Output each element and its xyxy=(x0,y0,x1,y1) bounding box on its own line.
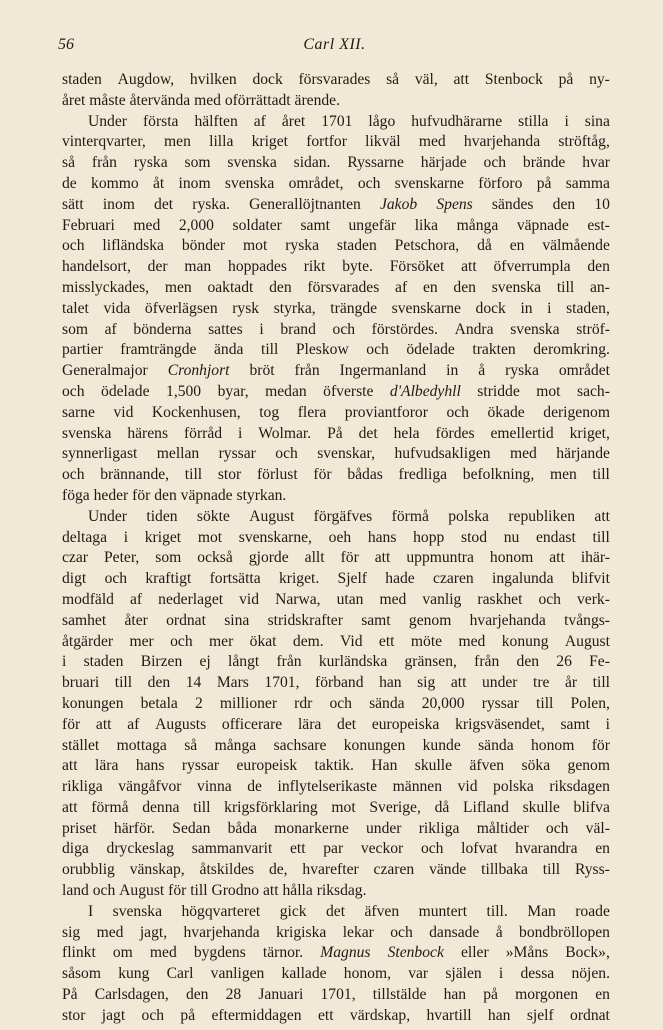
text-line: vinterqvarter, men lilla kriget fortfor likväl med hvarjehanda ströftåg, xyxy=(62,133,610,151)
text-line: priset härför. Sedan båda monarkerne under rikliga måltider och väl- xyxy=(62,819,610,837)
text-line: i staden Birzen ej långt från kurländska gränsen, från den 26 Fe- xyxy=(62,653,610,671)
text-line: staden Augdow, hvilken dock försvarades så väl, att Stenbock på ny- xyxy=(62,71,610,88)
text-line: digt och kraftigt fortsätta kriget. Sjelf hade czaren ingalunda blifvit xyxy=(62,570,610,588)
text-line: året måste återvända med oförrättadt ärende. xyxy=(62,91,340,109)
text-line: På Carlsdagen, den 28 Januari 1701, tillstälde han på morgonen en xyxy=(62,986,610,1004)
text-line: konungen betala 2 millioner rdr och sända 20,000 ryssar till Polen, xyxy=(62,694,610,712)
text-line: Under tiden sökte August förgäfves förmå polska republiken att xyxy=(88,507,610,525)
text-line: såsom kung Carl vanligen kallade honom, var själen i dessa nöjen. xyxy=(62,965,610,983)
text-line: Generalmajor Cronhjort bröt från Ingermanland in å ryska området xyxy=(62,362,610,380)
text-line: I svenska högqvarteret gick det äfven muntert till. Man roade xyxy=(88,902,610,920)
text-line: handelsort, der man hoppades rikt byte. Försöket att öfverrumpla den xyxy=(62,258,610,276)
text-line: som af bönderna sattes i brand och förstördes. Andra svenska ströf- xyxy=(62,320,610,338)
text-line: svenska härens förråd i Wolmar. På det hela fördes emellertid kriget, xyxy=(62,424,610,442)
text-line: och ödelade 1,500 byar, medan öfverste d'Albedyhll stridde mot sach- xyxy=(62,382,610,400)
text-line: modfäld af nederlaget vid Narwa, utan med vanlig raskhet och verk- xyxy=(62,590,610,608)
text-line: och brännande, till stor förlust för bådas fredliga befolkning, men till xyxy=(62,466,610,484)
text-line: synnerligast mellan ryssar och svenskar, hufvudsakligen med härjande xyxy=(62,445,610,463)
text-line: orubblig vänskap, åtskildes de, hvarefter czaren vände tillbaka till Ryss- xyxy=(62,861,610,879)
text-line: samhet åter ordnat sina stridskrafter samt genom hvarjehanda tvångs- xyxy=(62,611,610,629)
text-line: misslyckades, men oaktadt den försvarades af en den svenska till an- xyxy=(62,278,610,296)
text-line: sätt inom det ryska. Generallöjtnanten Jakob Spens sändes den 10 xyxy=(62,195,610,213)
text-line: bruari till den 14 Mars 1701, förband han sig att under tre år till xyxy=(62,674,610,692)
text-line: diga dryckeslag sammanvarit ett par veckor och lofvat hvarandra en xyxy=(62,840,610,858)
page-header xyxy=(58,36,611,58)
text-line: stor jagt och på eftermiddagen ett värdskap, hvartill han sjelf ordnat xyxy=(62,1006,610,1024)
running-head: Carl XII. xyxy=(303,36,366,53)
text-line: talet vida öfverlägsen rysk styrka, trängde svenskarne dock in i staden, xyxy=(62,299,610,317)
page-number: 56 xyxy=(58,36,74,53)
text-line: de kommo åt inom svenska området, och svenskarne förforo på samma xyxy=(62,174,610,192)
text-line: rikliga vängåfvor vinna de inflytelserikaste männen vid polska riksdagen xyxy=(62,778,610,796)
text-line: att förmå denna till krigsförklaring mot Sverige, då Lifland skulle blifva xyxy=(62,798,610,816)
body-text xyxy=(62,70,610,1027)
text-line: sig med jagt, hvarjehanda krigiska lekar och dansade å bondbröllopen xyxy=(62,923,610,941)
text-line: flinkt om med bygdens tärnor. Magnus Stenbock eller »Måns Bock», xyxy=(62,944,610,962)
text-line: deltaga i kriget mot svenskarne, oeh hans hopp stod nu endast till xyxy=(62,528,610,546)
text-line: stället mottaga så många sachsare konungen kunde sända honom för xyxy=(62,736,610,754)
text-line: föga heder för den väpnade styrkan. xyxy=(62,486,287,504)
text-line: sarne vid Kockenhusen, tog flera proviantforor och ökade derigenom xyxy=(62,403,610,421)
text-line: partier framträngde ända till Pleskow och ödelade trakten deromkring. xyxy=(62,341,610,359)
text-line: så från ryska som svenska sidan. Ryssarne härjade och brände hvar xyxy=(62,154,610,172)
text-line: Under första hälften af året 1701 lågo hufvudhärarne stilla i sina xyxy=(88,112,610,130)
text-line: att lära hans ryssar europeisk taktik. Han skulle äfven söka genom xyxy=(62,757,610,775)
text-line: czar Peter, som också gjorde allt för att uppmuntra honom att ihär- xyxy=(62,549,610,567)
text-line: för att af Augusts officerare lära det europeiska krigsväsendet, samt i xyxy=(62,715,610,733)
text-line: land och August för till Grodno att hålla riksdag. xyxy=(62,882,367,900)
text-line: Februari med 2,000 soldater samt ungefär lika många väpnade est- xyxy=(62,216,610,234)
text-line: åtgärder mer och mer ökat dem. Vid ett möte med konung August xyxy=(62,632,610,650)
text-line: och lifländska bönder mot ryska staden Petschora, då en välmående xyxy=(62,237,610,255)
